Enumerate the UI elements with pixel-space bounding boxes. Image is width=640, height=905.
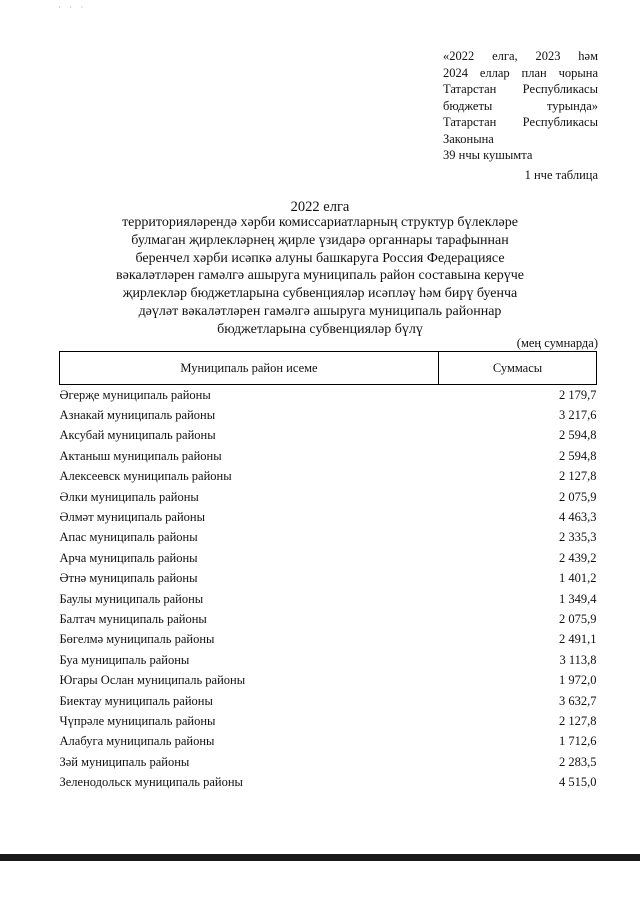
- amount-cell: 2 075,9: [559, 611, 597, 626]
- table-body: [60, 385, 597, 793]
- amount-cell: 2 491,1: [559, 632, 597, 647]
- table-row: [60, 487, 597, 507]
- amount-cell: 2 594,8: [559, 448, 597, 463]
- amount-cell: 4 515,0: [559, 775, 597, 790]
- district-name-cell: Әгерҗе муниципаль районы: [59, 387, 211, 402]
- document-title-year: 2022 елга: [290, 199, 350, 215]
- table-row: [60, 732, 597, 752]
- table-row: [60, 467, 597, 487]
- district-name-cell: Биектау муниципаль районы: [59, 693, 213, 708]
- district-name-cell: Апас муниципаль районы: [59, 530, 198, 545]
- district-name-cell: Бөгелмә муниципаль районы: [59, 632, 215, 647]
- district-name-cell: Зәй муниципаль районы: [59, 754, 190, 769]
- table-row: [60, 569, 597, 589]
- amount-cell: 1 972,0: [559, 673, 597, 688]
- column-header-amount: Суммасы: [439, 352, 597, 385]
- table-row: [60, 507, 597, 527]
- amount-cell: 2 335,3: [559, 530, 597, 545]
- district-name-cell: Әлмәт муниципаль районы: [59, 510, 205, 525]
- district-name-cell: Буа муниципаль районы: [59, 652, 190, 667]
- appendix-line: Законына: [443, 131, 494, 146]
- district-name-cell: Чүпрәле муниципаль районы: [59, 713, 216, 728]
- table-row: [60, 589, 597, 609]
- amount-cell: 3 632,7: [559, 693, 597, 708]
- appendix-line: «2022 елга, 2023 һәм: [443, 49, 598, 63]
- amount-cell: 2 127,8: [559, 713, 597, 728]
- column-header-district: Муниципаль район исеме: [60, 352, 439, 385]
- amount-cell: 2 075,9: [559, 489, 597, 504]
- subvention-table: [59, 351, 597, 793]
- appendix-line: Татарстан Республикасы: [443, 115, 598, 129]
- amount-cell: 1 401,2: [559, 571, 597, 586]
- appendix-line: 39 нчы кушымта: [443, 148, 533, 162]
- appendix-line: 2024 еллар план чорына: [443, 65, 598, 80]
- table-row: [60, 772, 597, 792]
- scan-bottom-edge: [0, 854, 640, 861]
- district-name-cell: Азнакай муниципаль районы: [59, 408, 216, 423]
- amount-cell: 2 179,7: [559, 387, 597, 402]
- table-row: [60, 385, 597, 406]
- district-name-cell: Әлки муниципаль районы: [59, 489, 199, 504]
- district-name-cell: Зеленодольск муниципаль районы: [59, 775, 243, 790]
- appendix-reference: [443, 48, 598, 164]
- table-number: 1 нче таблица: [524, 168, 598, 182]
- district-name-cell: Арча муниципаль районы: [59, 550, 198, 565]
- amount-cell: 2 594,8: [559, 428, 597, 443]
- table-row: [60, 548, 597, 568]
- table-row: [60, 711, 597, 731]
- district-name-cell: Әтнә муниципаль районы: [59, 571, 198, 586]
- table-row: [60, 670, 597, 690]
- table-row: [60, 650, 597, 670]
- amount-cell: 2 127,8: [559, 469, 597, 484]
- district-name-cell: Алексеевск муниципаль районы: [59, 469, 232, 484]
- table-header-row: [60, 352, 597, 385]
- units-label: (мең сумнарда): [516, 336, 598, 350]
- table-row: [60, 609, 597, 629]
- amount-cell: 2 283,5: [559, 754, 597, 769]
- table-row: [60, 426, 597, 446]
- table-row: [60, 446, 597, 466]
- appendix-line: бюджеты турында»: [443, 98, 598, 113]
- district-name-cell: Балтач муниципаль районы: [59, 611, 207, 626]
- district-name-cell: Аксубай муниципаль районы: [59, 428, 216, 443]
- table-row: [60, 691, 597, 711]
- amount-cell: 2 439,2: [559, 550, 597, 565]
- amount-cell: 3 217,6: [559, 408, 597, 423]
- amount-cell: 3 113,8: [559, 652, 597, 667]
- table-row: [60, 528, 597, 548]
- table-row: [60, 405, 597, 425]
- district-name-cell: Актаныш муниципаль районы: [59, 448, 222, 463]
- table-row: [60, 752, 597, 772]
- district-name-cell: Алабуга муниципаль районы: [59, 734, 215, 749]
- table-row: [60, 630, 597, 650]
- appendix-line: Татарстан Республикасы: [443, 82, 598, 96]
- district-name-cell: Югары Ослан муниципаль районы: [59, 673, 246, 688]
- amount-cell: 1 712,6: [559, 734, 597, 749]
- district-name-cell: Баулы муниципаль районы: [59, 591, 204, 606]
- amount-cell: 1 349,4: [559, 591, 597, 606]
- document-title: территорияләрендә хәрби комиссариатларның структур бүлекләре булмаган җирлекләрнең җирле үзидарә органнары тарафыннан беренчел хәрби исәпкә алуны башкаруга Россия Федерациясе вәкаләтләрен гамәлгә ашыруга муниципаль район составына керүче җирлекләр бюджетларына субвенцияләр исәпләү һәм бирү буенча дәүләт вәкаләтләрен гамәлгә ашыруга муниципаль районнар бюджетларына субвенцияләр бүлү: [116, 215, 524, 337]
- amount-cell: 4 463,3: [559, 510, 597, 525]
- scan-artifact-mark: · · ·: [58, 2, 87, 12]
